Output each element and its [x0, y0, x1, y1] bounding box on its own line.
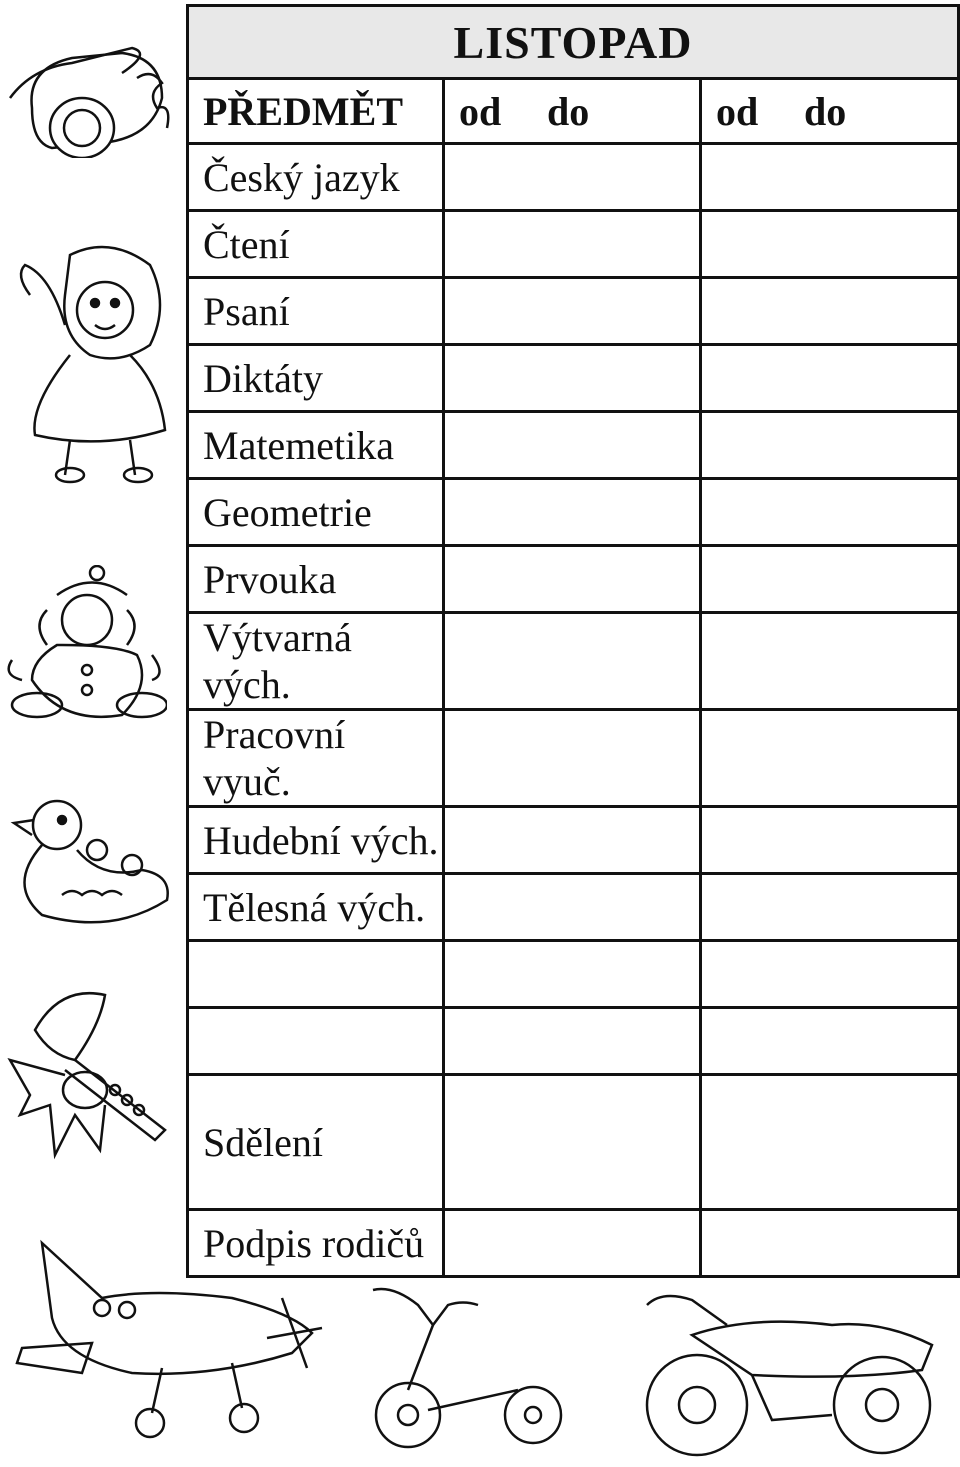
range-cell[interactable]	[701, 1008, 959, 1075]
to-label: do	[547, 88, 590, 134]
table-row	[188, 211, 959, 278]
header-row	[188, 79, 959, 144]
table-row	[188, 412, 959, 479]
table-row	[188, 479, 959, 546]
range-cell[interactable]	[444, 345, 701, 412]
range-cell[interactable]	[444, 479, 701, 546]
table-row	[188, 345, 959, 412]
range-cell[interactable]	[444, 807, 701, 874]
subject-name[interactable]	[188, 941, 444, 1008]
range-cell[interactable]	[444, 211, 701, 278]
notes-cell[interactable]	[701, 1075, 959, 1210]
from-label: od	[459, 88, 502, 134]
range-cell[interactable]	[444, 546, 701, 613]
duck-icon	[2, 795, 182, 935]
range-cell[interactable]	[701, 278, 959, 345]
range-cell[interactable]	[701, 211, 959, 278]
table-row	[188, 874, 959, 941]
trumpet-icon	[5, 985, 175, 1170]
range-cell[interactable]	[701, 710, 959, 807]
subject-name: Čtení	[188, 211, 444, 278]
range-cell[interactable]	[444, 710, 701, 807]
range-cell[interactable]	[444, 874, 701, 941]
range-cell[interactable]	[701, 345, 959, 412]
table-row	[188, 1008, 959, 1075]
subject-name: Hudební vých.	[188, 807, 444, 874]
range-cell[interactable]	[444, 412, 701, 479]
subject-name: Výtvarná vých.	[188, 613, 444, 710]
table-row	[188, 710, 959, 807]
table-row	[188, 941, 959, 1008]
subject-name: Tělesná vých.	[188, 874, 444, 941]
range-cell[interactable]	[701, 874, 959, 941]
subject-name: Český jazyk	[188, 144, 444, 211]
range-header-2	[701, 79, 959, 144]
subject-header: PŘEDMĚT	[188, 79, 444, 144]
range-cell[interactable]	[701, 613, 959, 710]
range-cell[interactable]	[444, 1008, 701, 1075]
month-title: LISTOPAD	[188, 6, 959, 79]
subject-name: Psaní	[188, 278, 444, 345]
range-cell[interactable]	[701, 941, 959, 1008]
table-row	[188, 278, 959, 345]
table-row	[188, 546, 959, 613]
doll-icon	[10, 235, 175, 485]
from-label: od	[716, 88, 759, 134]
table-row	[188, 807, 959, 874]
range-cell[interactable]	[444, 278, 701, 345]
range-cell[interactable]	[701, 807, 959, 874]
notes-label: Sdělení	[188, 1075, 444, 1210]
table-row	[188, 613, 959, 710]
signature-label: Podpis rodičů	[188, 1210, 444, 1277]
subject-name: Geometrie	[188, 479, 444, 546]
timetable	[186, 4, 960, 1278]
subject-name: Pracovní vyuč.	[188, 710, 444, 807]
to-label: do	[804, 88, 847, 134]
signature-cell[interactable]	[444, 1210, 701, 1277]
signature-row	[188, 1210, 959, 1277]
notes-cell[interactable]	[444, 1075, 701, 1210]
range-cell[interactable]	[444, 144, 701, 211]
subject-name: Matemetika	[188, 412, 444, 479]
motorcycle-icon	[632, 1285, 950, 1465]
timetable-sheet	[186, 4, 957, 1276]
range-cell[interactable]	[701, 412, 959, 479]
clown-icon	[2, 565, 167, 730]
subject-name: Prvouka	[188, 546, 444, 613]
range-cell[interactable]	[701, 144, 959, 211]
scooter-icon	[368, 1280, 568, 1460]
table-row	[188, 144, 959, 211]
range-cell[interactable]	[701, 479, 959, 546]
telephone-icon	[2, 28, 177, 158]
signature-cell[interactable]	[701, 1210, 959, 1277]
subject-name: Diktáty	[188, 345, 444, 412]
range-header-1	[444, 79, 701, 144]
range-cell[interactable]	[444, 941, 701, 1008]
notes-row	[188, 1075, 959, 1210]
subject-name[interactable]	[188, 1008, 444, 1075]
range-cell[interactable]	[444, 613, 701, 710]
range-cell[interactable]	[701, 546, 959, 613]
